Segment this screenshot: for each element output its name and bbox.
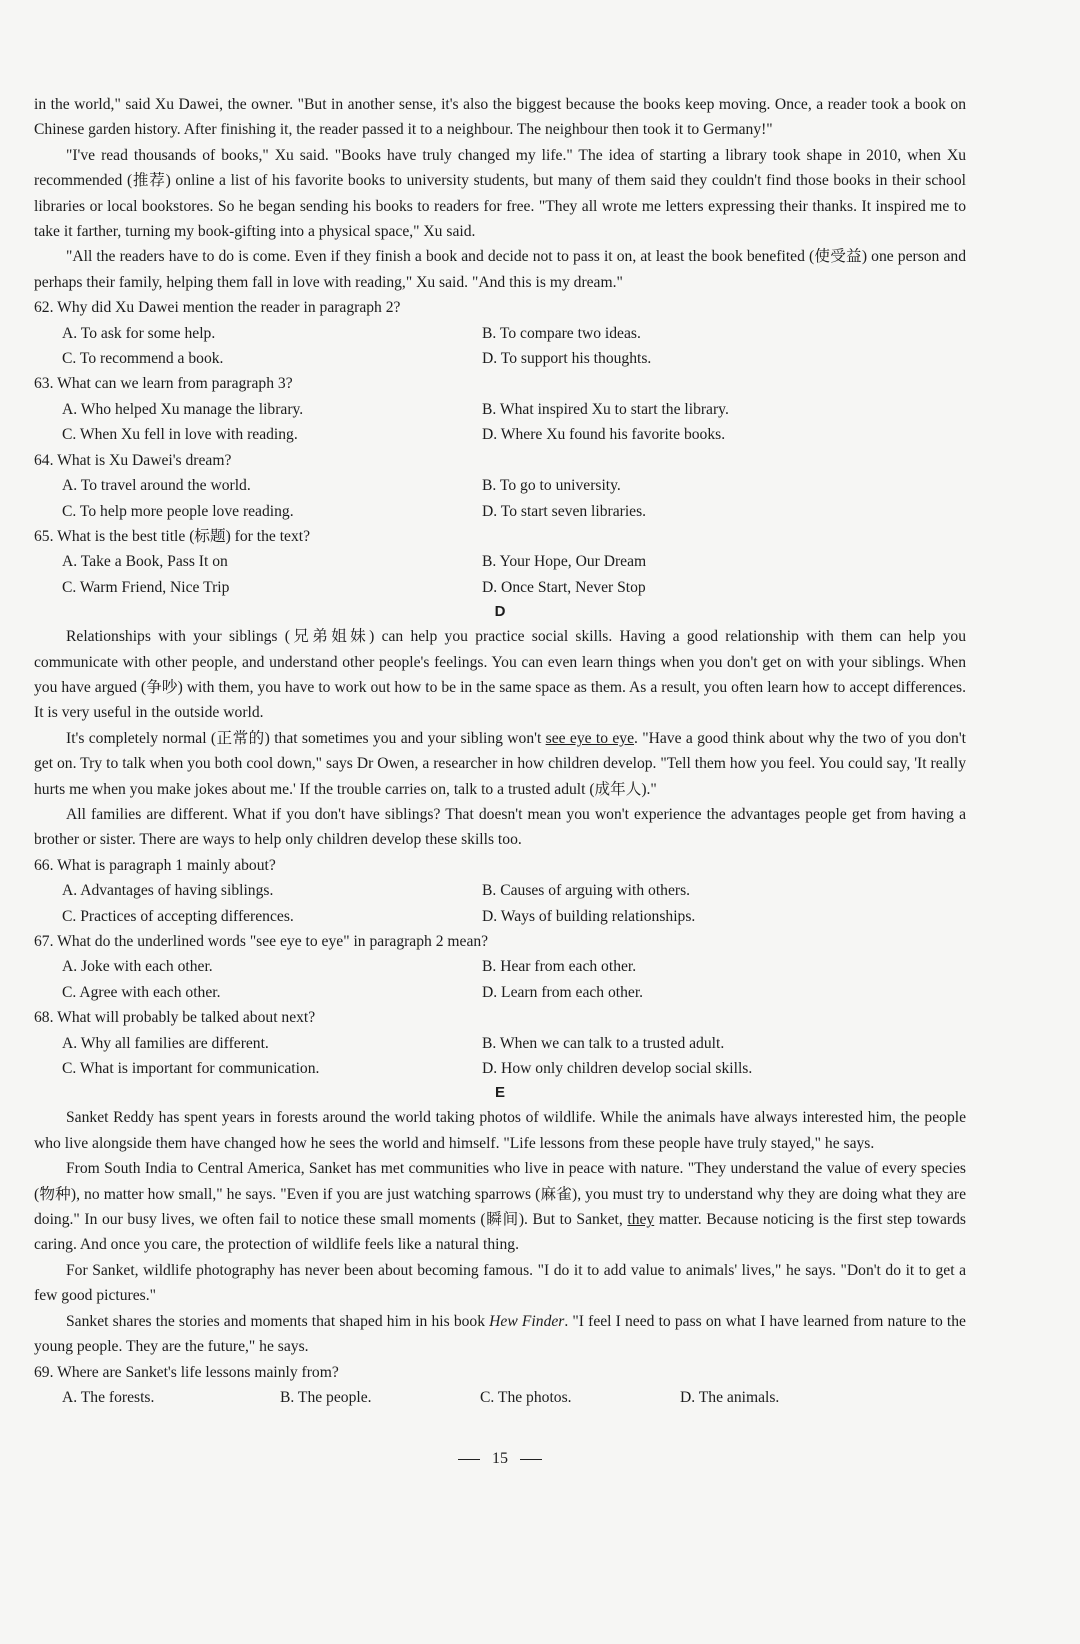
question-67-options (34, 954, 966, 1005)
passage-d-paragraph-2 (34, 726, 966, 802)
question-67: 67. What do the underlined words "see eye to eye" in paragraph 2 mean? (34, 933, 489, 950)
passage-c-paragraph-3: "All the readers have to do is come. Even if they finish a book and decide not to pass it on, at least the book benefited (使受益) one person and perhaps their family, helping them fall in love with reading," Xu said. "And this is my dream." (34, 248, 966, 291)
passage-e-paragraph-3: For Sanket, wildlife photography has never been about becoming famous. "I do it to add value to animals' lives," he says. "Don't do it to get a few good pictures." (34, 1261, 966, 1305)
option-65-d: D. Once Start, Never Stop (482, 578, 646, 596)
question-65-options (34, 549, 966, 600)
question-63: 63. What can we learn from paragraph 3? (34, 375, 293, 393)
question-65: 65. What is the best title (标题) for the text? (34, 527, 310, 545)
option-65-a: A. Take a Book, Pass It on (62, 553, 228, 571)
option-62-b: B. To compare two ideas. (482, 324, 641, 342)
option-65-b: B. Your Hope, Our Dream (482, 553, 647, 571)
option-68-b: B. When we can talk to a trusted adult. (482, 1034, 725, 1052)
option-64-c: C. To help more people love reading. (62, 502, 294, 520)
page-number-text: 15 (492, 1450, 508, 1467)
option-66-c: C. Practices of accepting differences. (62, 907, 294, 925)
option-64-b: B. To go to university. (482, 477, 621, 495)
passage-e-p4-after: . "I feel I need to pass on what I have learned from nature to the young people. They are the future," he says. (34, 1312, 966, 1356)
passage-e-paragraph-1: Sanket Reddy has spent years in forests around the world taking photos of wildlife. While the animals have always interested him, the people who live alongside them have changed how he sees the world and himself. "Life lessons from these people have truly stayed," he says. (34, 1109, 966, 1152)
option-66-b: B. Causes of arguing with others. (482, 882, 691, 900)
question-66: 66. What is paragraph 1 mainly about? (34, 856, 276, 874)
passage-c-paragraph-2: "I've read thousands of books," Xu said. "Books have truly changed my life." The idea of starting a library took shape in 2010, when Xu recommended (推荐) online a list of his favorite books to university students, but many of them said they couldn't find those books in their school libraries or local bookstores. So he began sending his books to readers for free. "They all wrote me letters expressing their thanks. It inspired me to take it farther, turning my book-gifting into a physical space," Xu said. (34, 146, 966, 241)
option-63-b: B. What inspired Xu to start the library. (482, 400, 729, 418)
option-63-a: A. Who helped Xu manage the library. (62, 400, 304, 418)
option-68-d: D. How only children develop social skills. (482, 1060, 753, 1078)
passage-d-paragraph-3: All families are different. What if you don't have siblings? That doesn't mean you won't experience the advantages people get from having a brother or sister. There are ways to help only children develop these skills too. (34, 805, 966, 849)
option-63-d: D. Where Xu found his favorite books. (482, 426, 726, 444)
option-62-a: A. To ask for some help. (62, 324, 216, 342)
option-67-a: A. Joke with each other. (62, 958, 213, 976)
passage-e-paragraph-2 (34, 1156, 966, 1258)
question-64: 64. What is Xu Dawei's dream? (34, 451, 232, 469)
passage-e-p4-before: Sanket shares the stories and moments that shaped him in his book (66, 1312, 490, 1330)
option-63-c: C. When Xu fell in love with reading. (62, 426, 298, 444)
option-66-d: D. Ways of building relationships. (482, 907, 696, 925)
section-letter-e: E (494, 1084, 505, 1102)
question-63-options (34, 397, 966, 448)
question-64-options (34, 473, 966, 524)
question-62: 62. Why did Xu Dawei mention the reader in paragraph 2? (34, 299, 401, 317)
option-64-d: D. To start seven libraries. (482, 502, 647, 520)
book-title: Hew Finder (489, 1312, 565, 1330)
page-content (34, 92, 966, 1410)
passage-d-p2-before: It's completely normal (正常的) that sometimes you and your sibling won't (66, 729, 546, 747)
option-62-d: D. To support his thoughts. (482, 350, 652, 368)
option-62-c: C. To recommend a book. (62, 350, 224, 368)
passage-e-p2-after: matter. Because noticing is the first step towards caring. And once you care, the protection of wildlife feels like a natural thing. (34, 1211, 966, 1254)
option-68-a: A. Why all families are different. (62, 1034, 269, 1052)
question-62-options (34, 321, 966, 372)
question-69-options (34, 1385, 966, 1410)
option-67-d: D. Learn from each other. (482, 983, 644, 1001)
question-66-options (34, 878, 966, 929)
underlined-phrase: see eye to eye (545, 729, 634, 747)
question-69: 69. Where are Sanket's life lessons mainly from? (34, 1363, 339, 1381)
question-68: 68. What will probably be talked about next? (34, 1009, 316, 1027)
underlined-word: they (627, 1211, 655, 1229)
passage-e-paragraph-4 (34, 1309, 966, 1360)
option-64-a: A. To travel around the world. (62, 477, 251, 495)
option-66-a: A. Advantages of having siblings. (62, 882, 274, 900)
option-67-b: B. Hear from each other. (482, 958, 637, 976)
section-letter-d: D (494, 603, 506, 621)
question-68-options (34, 1031, 966, 1082)
option-65-c: C. Warm Friend, Nice Trip (62, 578, 230, 596)
dash-left (458, 1459, 480, 1460)
passage-e-p2-before: From South India to Central America, Sanket has met communities who live in peace with nature. "They understand the value of every species (物种), no matter how small," he says. "Even if you are just watching sparrows (麻雀), you must try to understand why they are doing what they are doing." In our busy lives, we often fail to notice these small moments (瞬间). But to Sanket, (34, 1160, 966, 1229)
option-68-c: C. What is important for communication. (62, 1060, 320, 1078)
option-69-b: B. The people. (280, 1388, 372, 1406)
option-67-c: C. Agree with each other. (62, 983, 221, 1001)
passage-c-paragraph-1: in the world," said Xu Dawei, the owner. "But in another sense, it's also the biggest because the books keep moving. Once, a reader took a book on Chinese garden history. After finishing it, the reader passed it to a neighbour. The neighbour then took it to Germany!" (34, 96, 966, 139)
option-69-a: A. The forests. (62, 1388, 155, 1406)
option-69-d: D. The animals. (680, 1388, 780, 1406)
page-number (0, 1450, 1000, 1468)
dash-right (520, 1459, 542, 1460)
option-69-c: C. The photos. (480, 1388, 572, 1406)
passage-d-paragraph-1: Relationships with your siblings (兄弟姐妹) can help you practice social skills. Having a good relationship with them can help you communicate with other people, and understand other people's feelings. You can even learn things when you don't get on with your siblings. When you have argued (争吵) with them, you have to work out how to be in the same space as them. As a result, you often learn how to accept differences. It is very useful in the outside world. (34, 628, 966, 722)
passage-d-p2-after: . "Have a good think about why the two of you don't get on. Try to talk when you both cool down," says Dr Owen, a researcher in how children develop. "Tell them how you feel. You could say, 'It really hurts me when you make jokes about me.' If the trouble carries on, talk to a trusted adult (成年人)." (34, 729, 966, 798)
